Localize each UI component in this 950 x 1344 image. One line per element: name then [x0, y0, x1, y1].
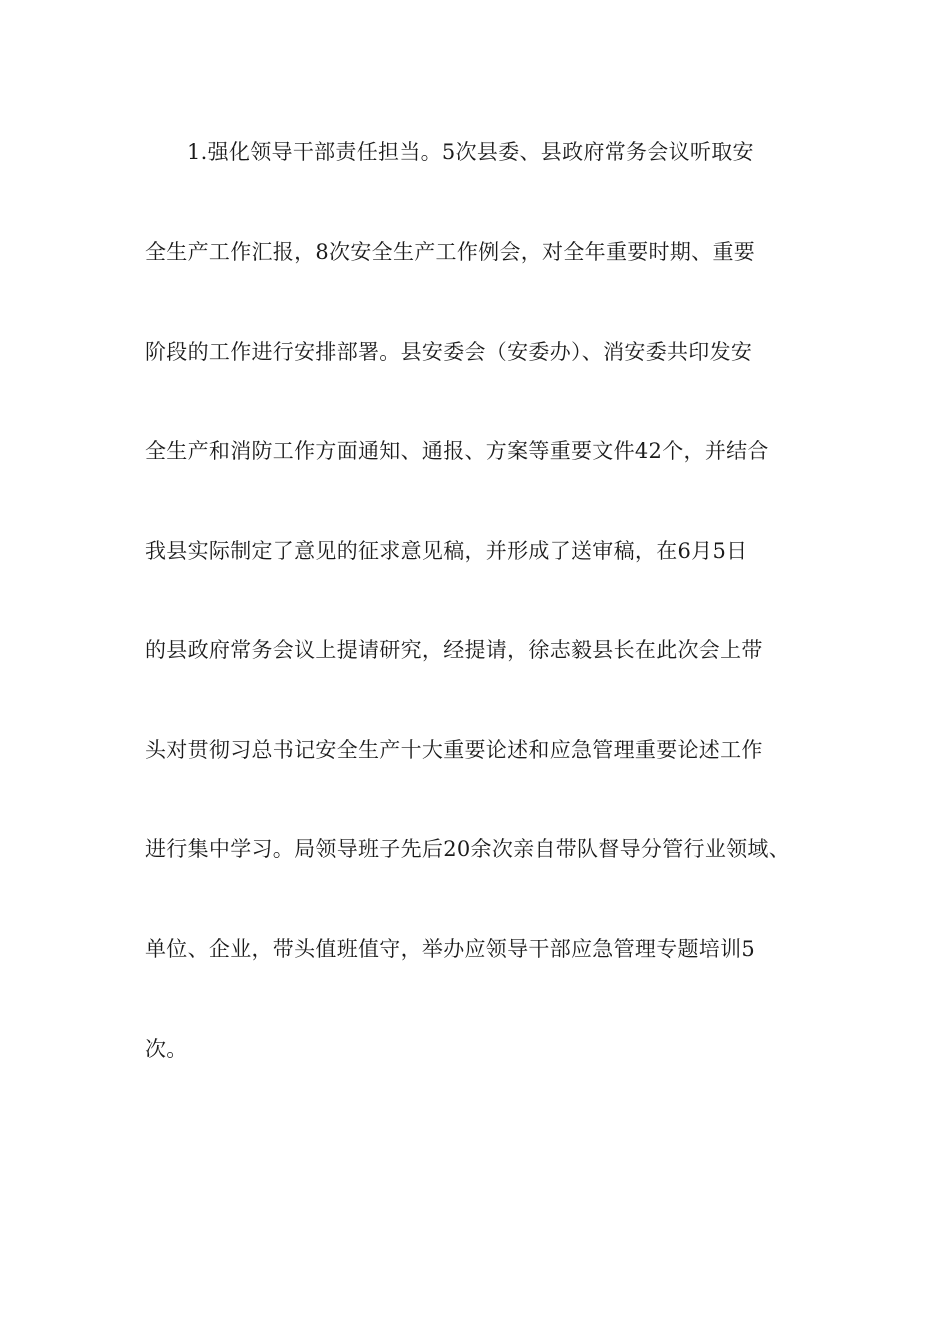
paragraph-line-1: 1.强化领导干部责任担当。5次县委、县政府常务会议听取安 [187, 140, 754, 164]
paragraph-line-2: 全生产工作汇报，8次安全生产工作例会，对全年重要时期、重要 [145, 240, 756, 264]
paragraph-line-8: 进行集中学习。局领导班子先后20余次亲自带队督导分管行业领域、 [145, 837, 791, 861]
paragraph-line-9: 单位、企业，带头值班值守，举办应领导干部应急管理专题培训5 [145, 937, 756, 961]
paragraph-line-7: 头对贯彻习总书记安全生产十大重要论述和应急管理重要论述工作 [145, 738, 763, 762]
paragraph-line-6: 的县政府常务会议上提请研究，经提请，徐志毅县长在此次会上带 [145, 638, 763, 662]
paragraph-line-10: 次。 [145, 1037, 188, 1061]
paragraph-line-4: 全生产和消防工作方面通知、通报、方案等重要文件42个，并结合 [145, 439, 769, 463]
paragraph-line-5: 我县实际制定了意见的征求意见稿，并形成了送审稿，在6月5日 [145, 539, 748, 563]
paragraph-line-3: 阶段的工作进行安排部署。县安委会（安委办）、消安委共印发安 [145, 340, 753, 364]
